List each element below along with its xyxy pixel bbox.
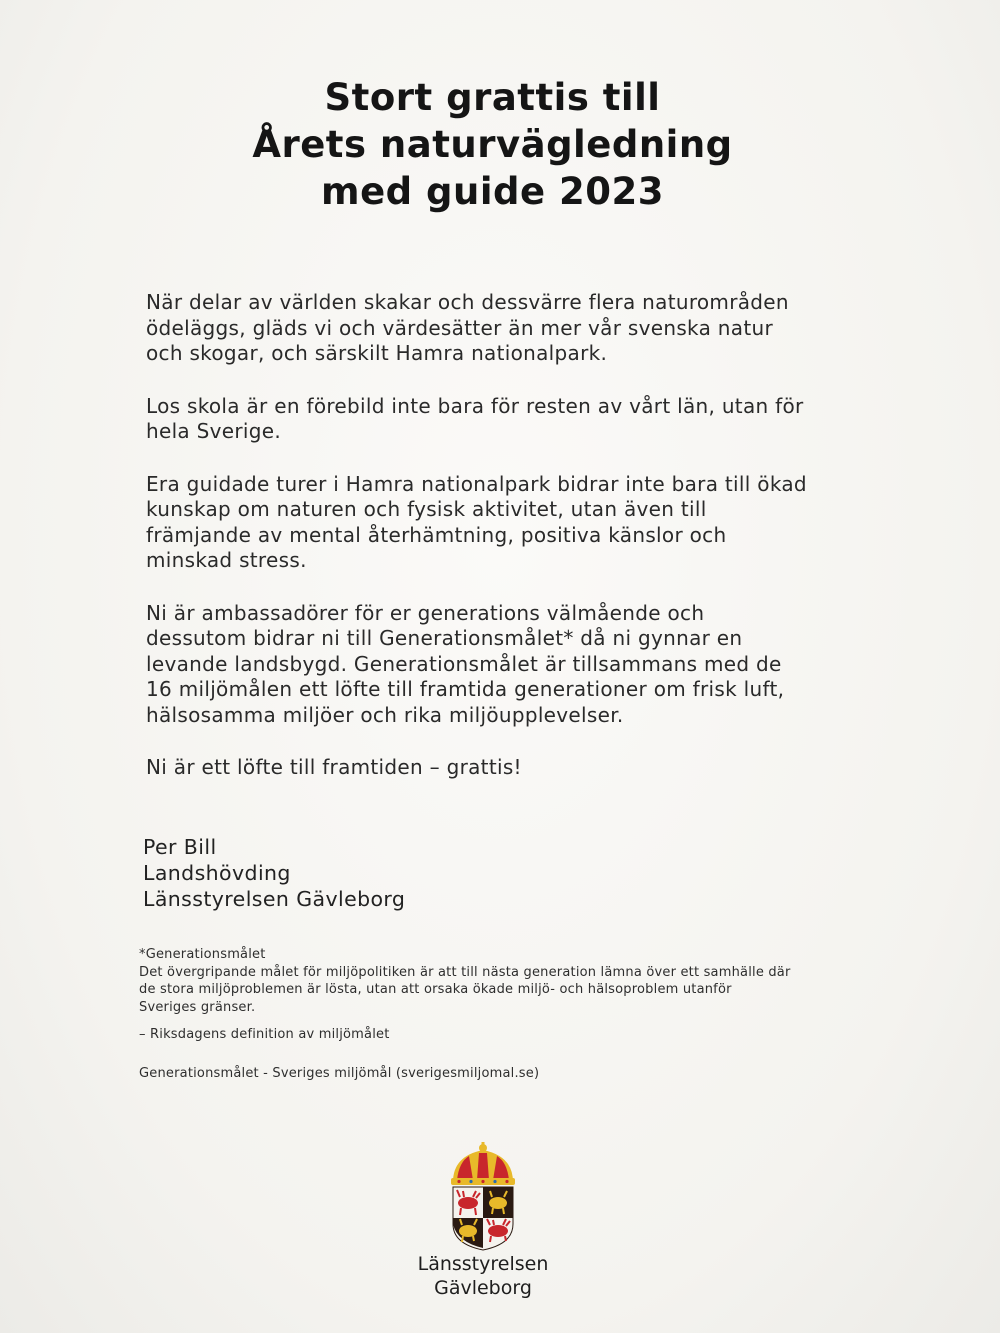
paragraph-line: ödeläggs, gläds vi och värdesätter än mer vår svenska natur [146,315,773,340]
paragraph-2 [146,394,846,445]
footnote-source-link[interactable]: Generationsmålet - Sveriges miljömål (sverigesmiljomal.se) [139,1065,540,1081]
footnote-attribution: – Riksdagens definition av miljömålet [139,1027,390,1042]
paragraph-line: 16 miljömålen ett löfte till framtida generationer om frisk luft, [146,677,785,701]
title-line-1: Stort grattis till [324,76,661,119]
paragraph-line: dessutom bidrar ni till Generationsmålet* då ni gynnar en [146,626,743,650]
paragraph-line: Ni är ett löfte till framtiden – grattis! [146,755,522,779]
paragraph-5 [146,755,846,781]
paragraph-line: Los skola är en förebild inte bara för resten av vårt län, utan för [146,393,804,418]
paragraph-line: När delar av världen skakar och dessvärre flera naturområden [146,290,789,314]
footnote-line: de stora miljöproblemen är lösta, utan att orsaka ökade miljö- och hälsoproblem utanför [139,982,732,997]
paragraph-line: och skogar, och särskilt Hamra nationalpark. [146,341,608,365]
paragraph-line: kunskap om naturen och fysisk aktivitet, utan även till [146,497,707,521]
shield-icon [453,1187,513,1250]
signature-block [143,834,405,912]
paragraph-line: främjande av mental återhämtning, positiva känslor och [146,522,727,547]
crown-icon [451,1142,515,1185]
logo-line-1: Länsstyrelsen [417,1253,549,1275]
paragraph-1 [146,290,846,367]
signature-org: Länsstyrelsen Gävleborg [143,887,406,911]
paragraph-line: minskad stress. [146,548,307,572]
footnote [139,946,859,1082]
footnote-line: Det övergripande målet för miljöpolitiken är att till nästa generation lämna över ett samhälle där [139,964,791,980]
paragraph-line: levande landsbygd. Generationsmålet är tillsammans med de [146,651,782,676]
letter-body [146,290,846,808]
paragraph-line: hälsosamma miljöer och rika miljöupplevelser. [146,702,624,727]
title-line-3: med guide 2023 [321,170,664,213]
logo-wordmark [383,1252,583,1300]
paragraph-line: Era guidade turer i Hamra nationalpark bidrar inte bara till ökad [146,471,807,496]
signature-role: Landshövding [143,861,291,885]
signature-name: Per Bill [143,835,217,859]
footnote-line: Sveriges gränser. [139,999,256,1015]
paragraph-line: hela Sverige. [146,419,282,443]
title-line-2: Årets naturvägledning [252,123,733,166]
paragraph-line: Ni är ambassadörer för er generations välmående och [146,600,705,625]
logo-line-2: Gävleborg [434,1277,532,1299]
paragraph-4 [146,601,846,729]
paragraph-3 [146,472,846,574]
footnote-heading: *Generationsmålet [139,947,266,962]
coat-of-arms-icon [443,1142,523,1252]
letter-title [0,74,985,215]
